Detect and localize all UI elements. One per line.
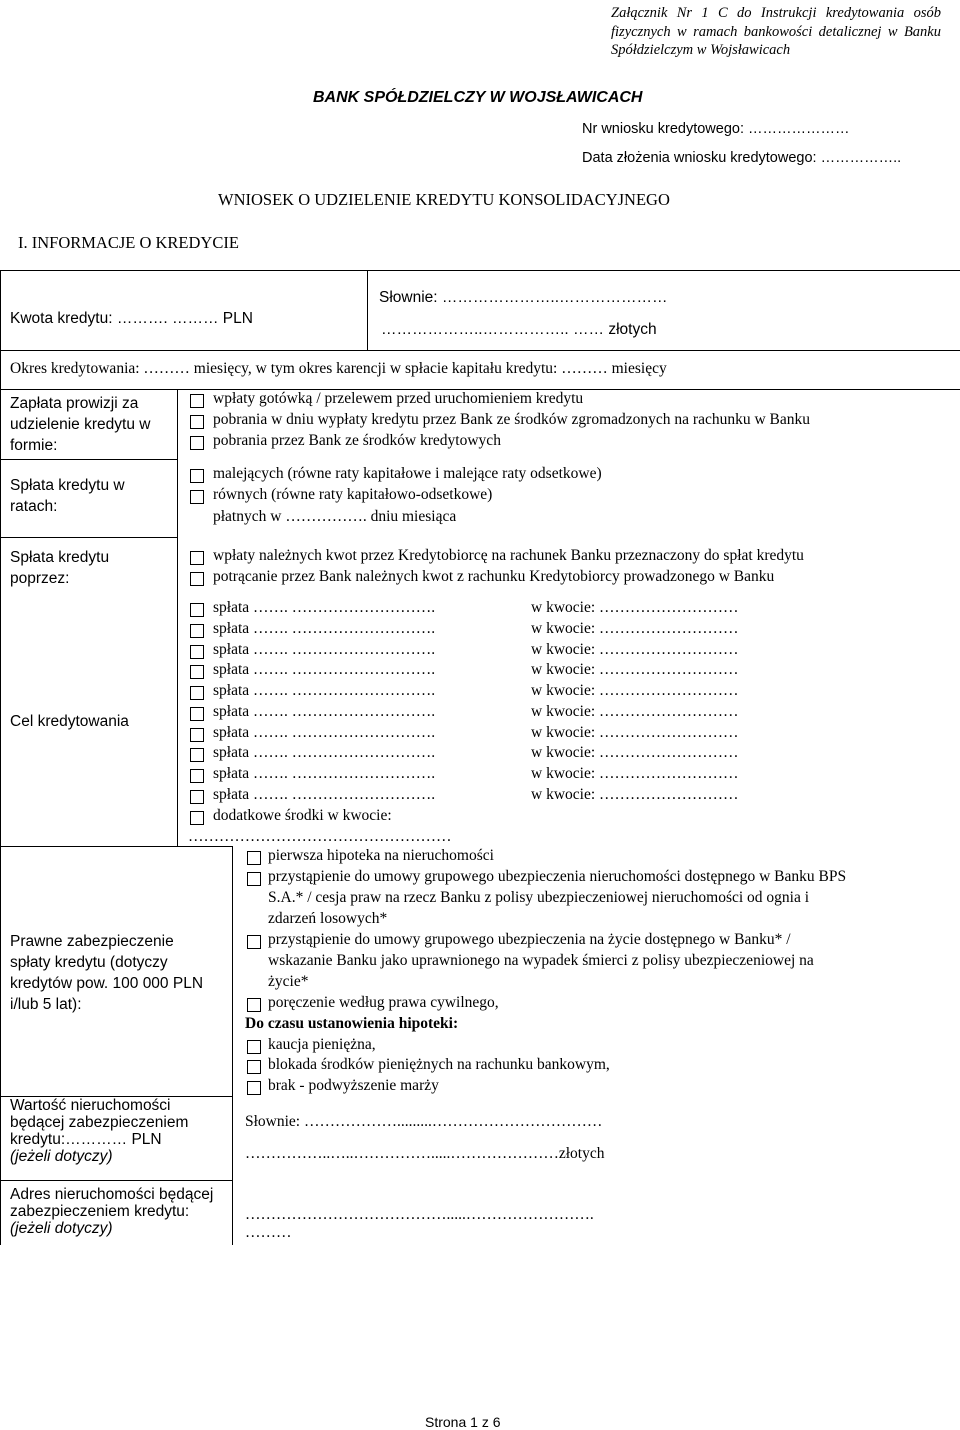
repayment-item[interactable] [213,620,739,638]
repayment-item-text: spłata ……. ………………………. [213,620,436,637]
property-address-note: (jeżeli dotyczy) [10,1220,113,1237]
property-value-label-line: Wartość nieruchomości [10,1097,171,1114]
grid-line [177,389,178,846]
repayment-option-deduction: potrącanie przez Bank należnych kwot z rachunku Kredytobiorcy prowadzonego w Banku [213,568,775,585]
security-life-insurance-line: życie* [268,973,309,990]
installments-label-line: Spłata kredytu w [10,477,125,494]
repayment-item[interactable] [213,599,739,617]
repayment-item-text: spłata ……. ………………………. [213,682,436,699]
installments-equal-checkbox[interactable] [190,490,204,504]
property-address-label [10,1186,213,1237]
repayment-item-checkbox[interactable] [190,790,204,804]
commission-option-cash: wpłaty gotówką / przelewem przed uruchomieniem kredytu [213,390,584,407]
property-address-label-line: zabezpieczeniem kredytu: [10,1203,190,1220]
installments-label [10,475,125,517]
repayment-item-amount: w kwocie: ……………………… [531,724,739,741]
grid-line [0,1180,232,1181]
repayment-item-amount: w kwocie: ……………………… [531,682,739,699]
security-property-insurance-line: S.A.* / cesja praw na rzecz Banku z polisy ubezpieczeniowej nieruchomości od ognia i [268,889,810,906]
security-margin: brak - podwyższenie marży [268,1077,439,1094]
until-mortgage-heading: Do czasu ustanowienia hipoteki: [245,1015,459,1032]
repayment-item-checkbox[interactable] [190,748,204,762]
additional-funds-checkbox[interactable] [190,811,204,825]
property-value-label [10,1097,188,1165]
repayment-item[interactable] [213,703,739,721]
repayment-item[interactable] [213,724,739,742]
grid-line [232,846,233,1245]
commission-label-line: Zapłata prowizji za [10,395,139,412]
grid-line [0,846,232,847]
repayment-item[interactable] [213,765,739,783]
annex-line-3: Spółdzielczym w Wojsławicach [611,42,791,58]
repayment-item-text: spłata ……. ………………………. [213,765,436,782]
amount-words-line-1[interactable]: Słownie: …………………..………………… [379,289,668,306]
repayment-item-text: spłata ……. ………………………. [213,599,436,616]
life-insurance-checkbox[interactable] [247,935,261,949]
commission-label-line: formie: [10,437,58,454]
repayment-item-checkbox[interactable] [190,624,204,638]
repayment-option-transfer: wpłaty należnych kwot przez Kredytobiorcę na rachunek Banku przeznaczony do spłat kredytu [213,547,804,564]
security-label-line: Prawne zabezpieczenie [10,933,174,950]
grid-line [0,350,960,351]
commission-option-account: pobrania w dniu wypłaty kredytu przez Bank ze środków zgromadzonych na rachunku w Banku [213,411,810,428]
commission-cash-checkbox[interactable] [190,394,204,408]
repayment-item-amount: w kwocie: ……………………… [531,620,739,637]
repayment-method-label-line: Spłata kredytu [10,549,110,566]
grid-line [0,459,177,460]
security-label [10,931,203,1015]
repayment-item-text: spłata ……. ………………………. [213,641,436,658]
security-surety: poręczenie według prawa cywilnego, [268,994,499,1011]
annex-note [611,4,941,60]
property-value-label-line: będącej zabezpieczeniem [10,1114,189,1131]
margin-checkbox[interactable] [247,1081,261,1095]
repayment-deduction-checkbox[interactable] [190,572,204,586]
repayment-item-text: spłata ……. ………………………. [213,786,436,803]
purpose-label: Cel kredytowania [10,713,129,730]
property-address-value-line[interactable]: ………………………………….....……………………. [245,1206,594,1223]
security-life-insurance-line: wskazanie Banku jako uprawnionego na wypadek śmierci z polisy ubezpieczeniowej na [268,952,814,969]
installments-label-line: ratach: [10,498,58,515]
repayment-item-checkbox[interactable] [190,603,204,617]
repayment-item-amount: w kwocie: ……………………… [531,786,739,803]
repayment-item[interactable] [213,641,739,659]
repayment-item-checkbox[interactable] [190,665,204,679]
repayment-item-amount: w kwocie: ……………………… [531,765,739,782]
repayment-item-text: spłata ……. ………………………. [213,703,436,720]
repayment-item-checkbox[interactable] [190,686,204,700]
security-label-line: kredytów pow. 100 000 PLN [10,975,204,992]
section-heading: I. INFORMACJE O KREDYCIE [18,233,239,252]
commission-label-line: udzielenie kredytu w [10,416,151,433]
property-value-words-line[interactable]: Słownie: ……………….........…………………………… [245,1113,603,1130]
repayment-item-text: spłata ……. ………………………. [213,744,436,761]
repayment-transfer-checkbox[interactable] [190,551,204,565]
repayment-item-checkbox[interactable] [190,769,204,783]
repayment-item-checkbox[interactable] [190,707,204,721]
installments-payable-day[interactable]: płatnych w ……………. dniu miesiąca [213,508,457,525]
grid-line [0,537,177,538]
commission-credit-checkbox[interactable] [190,436,204,450]
security-property-insurance-line: przystąpienie do umowy grupowego ubezpieczenia nieruchomości dostępnego w Banku BPS [268,868,847,885]
security-life-insurance-line: przystąpienie do umowy grupowego ubezpieczenia na życie dostępnego w Banku* / [268,931,791,948]
grid-line [367,270,368,350]
security-mortgage: pierwsza hipoteka na nieruchomości [268,847,494,864]
application-number[interactable]: Nr wniosku kredytowego: ………………… [582,121,850,137]
repayment-method-label-line: poprzez: [10,570,70,587]
repayment-item-checkbox[interactable] [190,645,204,659]
security-deposit: kaucja pieniężna, [268,1036,376,1053]
bank-name: BANK SPÓŁDZIELCZY W WOJSŁAWICACH [313,89,643,106]
application-date[interactable]: Data złożenia wniosku kredytowego: …………….. [582,150,902,166]
annex-line-1: Załącznik Nr 1 C do Instrukcji kredytowania osób [611,5,941,21]
loan-period[interactable]: Okres kredytowania: ……… miesięcy, w tym okres karencji w spłacie kapitału kredytu: ……… miesięcy [10,360,667,377]
grid-line [0,270,1,1245]
commission-label [10,393,150,456]
repayment-item-amount: w kwocie: ……………………… [531,641,739,658]
security-label-line: i/lub 5 lat): [10,996,82,1013]
deposit-checkbox[interactable] [247,1040,261,1054]
page-number: Strona 1 z 6 [425,1414,501,1430]
commission-account-checkbox[interactable] [190,415,204,429]
page-title: WNIOSEK O UDZIELENIE KREDYTU KONSOLIDACYJNEGO [218,190,670,209]
loan-amount[interactable]: Kwota kredytu: ………. ……… PLN [10,310,253,327]
repayment-item[interactable] [213,661,739,679]
annex-line-2: fizycznych w ramach bankowości detalicznej w Banku [611,23,941,40]
block-checkbox[interactable] [247,1060,261,1074]
repayment-item[interactable] [213,786,739,804]
repayment-item[interactable] [213,682,739,700]
property-value-amount[interactable]: kredytu:………… PLN [10,1131,162,1148]
amount-words-line-2[interactable]: ………………..…………….. …… złotych [381,321,657,338]
repayment-item-amount: w kwocie: ……………………… [531,703,739,720]
property-address-label-line: Adres nieruchomości będącej [10,1186,214,1203]
repayment-item-text: spłata ……. ………………………. [213,661,436,678]
property-value-words-line[interactable]: ……………..…..…………….....…………………złotych [245,1145,605,1162]
repayment-item[interactable] [213,744,739,762]
surety-checkbox[interactable] [247,998,261,1012]
mortgage-checkbox[interactable] [247,851,261,865]
commission-option-credit: pobrania przez Bank ze środków kredytowych [213,432,501,449]
installments-option-decreasing: malejących (równe raty kapitałowe i malejące raty odsetkowe) [213,465,602,482]
installments-decreasing-checkbox[interactable] [190,469,204,483]
security-label-line: spłaty kredytu (dotyczy [10,954,168,971]
repayment-item-amount: w kwocie: ……………………… [531,744,739,761]
property-value-note: (jeżeli dotyczy) [10,1148,113,1165]
security-property-insurance-line: zdarzeń losowych* [268,910,388,927]
repayment-item-amount: w kwocie: ……………………… [531,599,739,616]
repayment-item-amount: w kwocie: ……………………… [531,661,739,678]
additional-funds-value[interactable]: …………………………………………… [188,828,452,845]
repayment-item-checkbox[interactable] [190,728,204,742]
repayment-method-label [10,547,109,589]
property-insurance-checkbox[interactable] [247,872,261,886]
grid-line [0,270,960,271]
installments-option-equal: równych (równe raty kapitałowo-odsetkowe) [213,486,493,503]
additional-funds-label: dodatkowe środki w kwocie: [213,807,392,824]
repayment-item-text: spłata ……. ………………………. [213,724,436,741]
property-address-value-line[interactable]: ……… [245,1224,292,1241]
security-block: blokada środków pieniężnych na rachunku bankowym, [268,1056,610,1073]
